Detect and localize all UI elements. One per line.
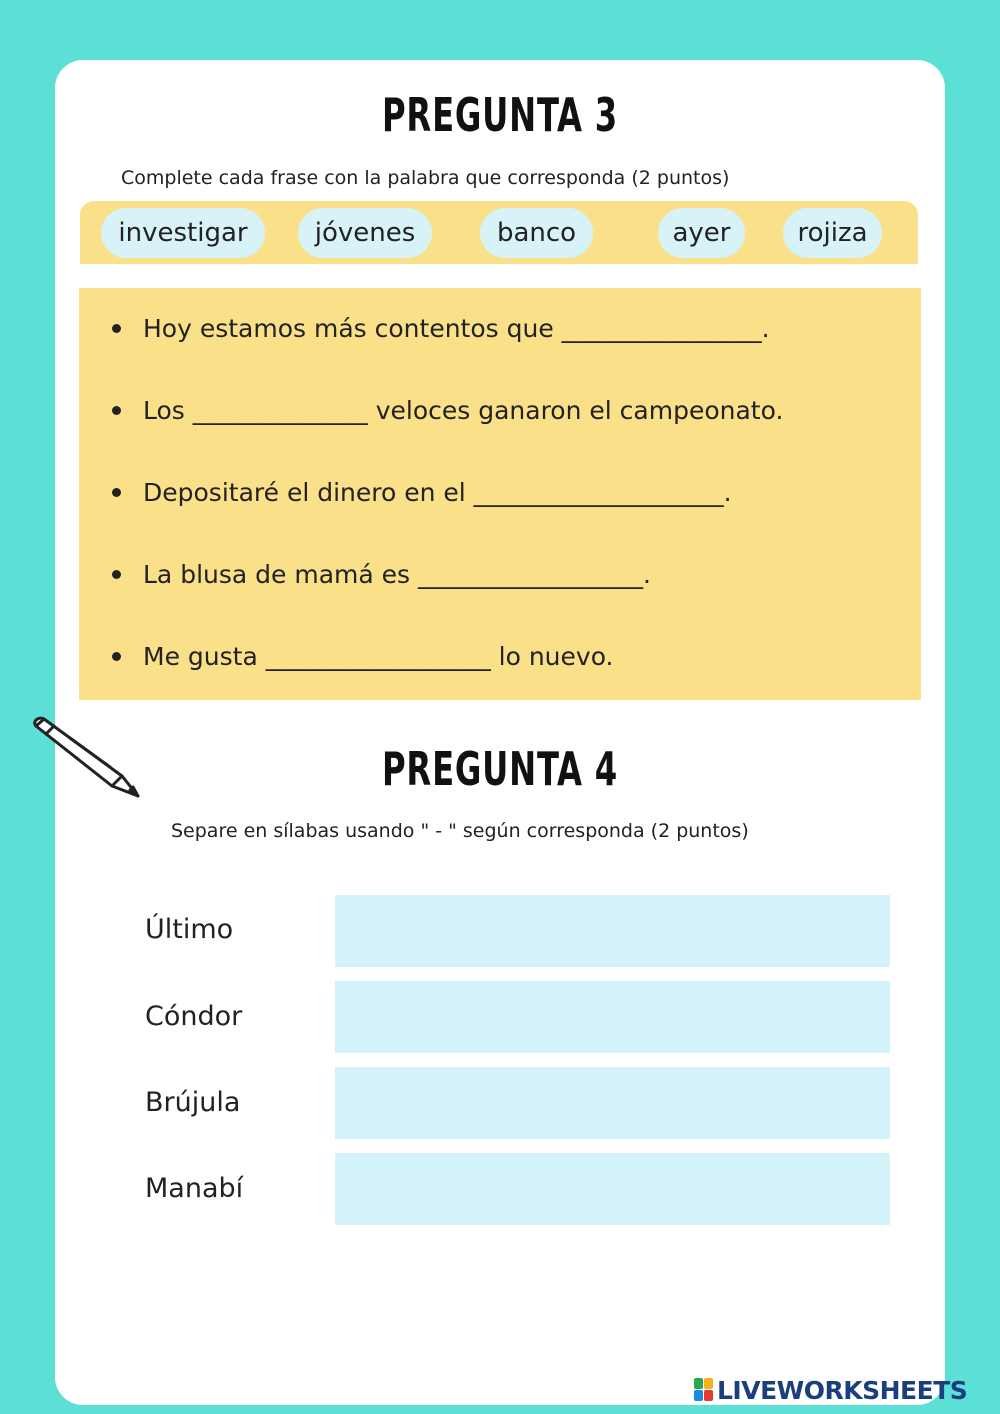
sentence-item [112, 478, 732, 507]
syllable-word-label: Manabí [145, 1173, 244, 1204]
sentence-text: Los ______________ veloces ganaron el campeonato. [143, 396, 784, 425]
question-3-title: PREGUNTA 3 [382, 88, 618, 142]
question-3-instruction: Complete cada frase con la palabra que corresponda (2 puntos) [121, 167, 730, 189]
sentence-text: La blusa de mamá es __________________. [143, 560, 651, 589]
bullet-icon [112, 488, 121, 497]
word-chip: banco [480, 208, 593, 258]
word-chip: ayer [658, 208, 745, 258]
syllable-answer-box[interactable] [335, 1067, 890, 1139]
sentence-item [112, 560, 651, 589]
brand-name: LIVEWORKSHEETS [717, 1375, 968, 1405]
syllable-answer-box[interactable] [335, 895, 890, 967]
sentence-item [112, 642, 614, 671]
syllable-answer-box[interactable] [335, 981, 890, 1053]
sentence-text: Me gusta __________________ lo nuevo. [143, 642, 614, 671]
word-chip: jóvenes [298, 208, 432, 258]
liveworksheets-logo-icon [694, 1378, 714, 1402]
sentence-item [112, 396, 783, 425]
syllable-word-label: Brújula [145, 1087, 241, 1118]
syllable-word-label: Cóndor [145, 1001, 243, 1032]
bullet-icon [112, 652, 121, 661]
bullet-icon [112, 406, 121, 415]
word-chip: rojiza [783, 208, 882, 258]
sentence-text: Hoy estamos más contentos que ________________. [143, 314, 770, 343]
question-4-instruction: Separe en sílabas usando " - " según corresponda (2 puntos) [171, 820, 749, 842]
liveworksheets-brand [694, 1377, 967, 1403]
sentence-item [112, 314, 770, 343]
word-chip: investigar [101, 208, 265, 258]
syllable-answer-box[interactable] [335, 1153, 890, 1225]
bullet-icon [112, 324, 121, 333]
sentence-text: Depositaré el dinero en el ____________________. [143, 478, 732, 507]
question-4-title: PREGUNTA 4 [382, 742, 618, 796]
syllable-word-label: Último [145, 914, 234, 945]
bullet-icon [112, 570, 121, 579]
